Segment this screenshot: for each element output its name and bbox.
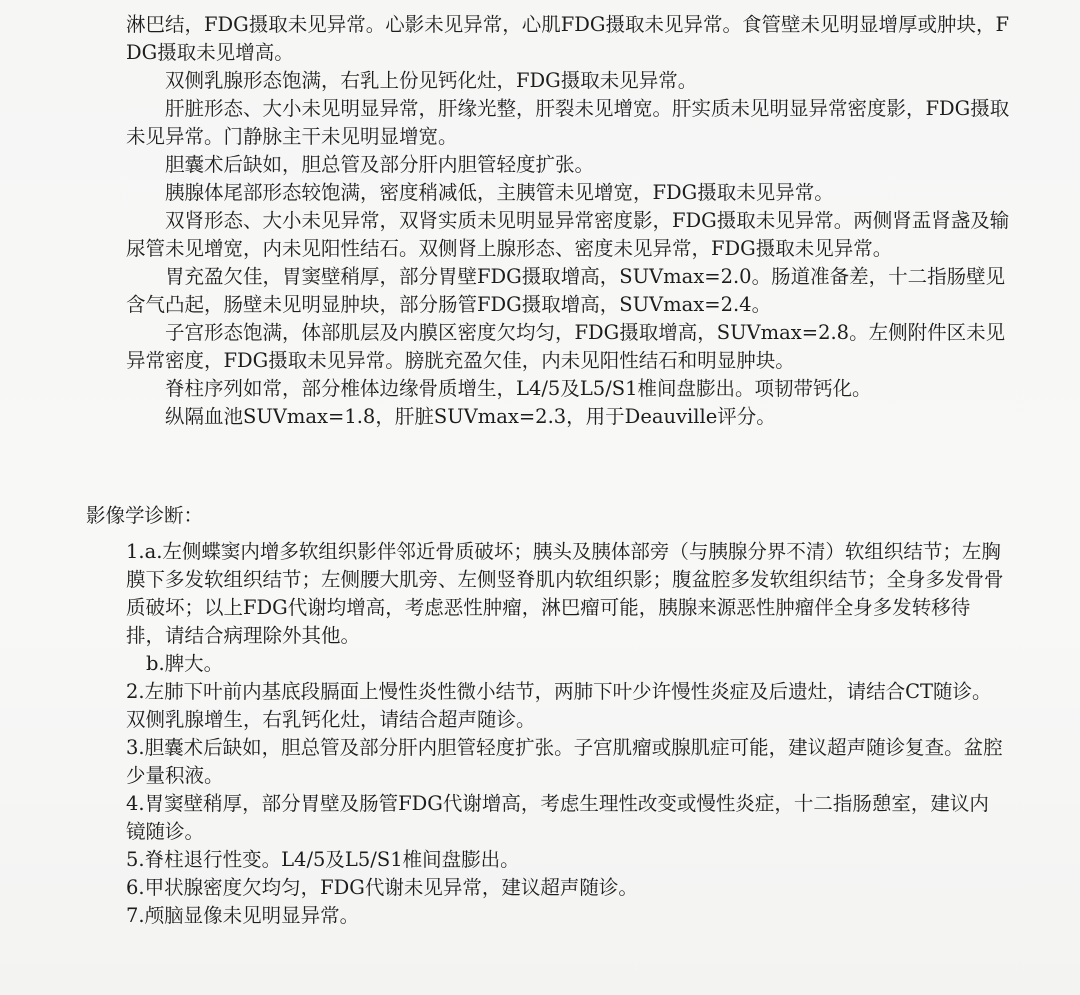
diagnosis-item: 2.左肺下叶前内基底段膈面上慢性炎性微小结节，两肺下叶少许慢性炎症及后遗灶，请结合CT随诊。双侧乳腺增生，右乳钙化灶，请结合超声随诊。	[126, 680, 992, 731]
findings-paragraph: 肝脏形态、大小未见明显异常，肝缘光整，肝裂未见增宽。肝实质未见明显异常密度影，FDG摄取未见异常。门静脉主干未见明显增宽。	[126, 97, 1010, 148]
diagnosis-item: 3.胆囊术后缺如，胆总管及部分肝内胆管轻度扩张。子宫肌瘤或腺肌症可能，建议超声随诊复查。盆腔少量积液。	[126, 736, 1003, 787]
findings-paragraph: 脊柱序列如常，部分椎体边缘骨质增生，L4/5及L5/S1椎间盘膨出。项韧带钙化。	[165, 377, 872, 400]
findings-paragraph: 胆囊术后缺如，胆总管及部分肝内胆管轻度扩张。	[165, 153, 595, 176]
diagnosis-section	[126, 538, 1006, 930]
findings-paragraph: 淋巴结，FDG摄取未见异常。心影未见异常，心肌FDG摄取未见异常。食管壁未见明显增厚或肿块，FDG摄取未见增高。	[126, 13, 1010, 64]
diagnosis-item: 6.甲状腺密度欠均匀，FDG代谢未见异常，建议超声随诊。	[126, 876, 638, 899]
diagnosis-item: 4.胃窦壁稍厚，部分胃壁及肠管FDG代谢增高，考虑生理性改变或慢性炎症，十二指肠憩室，建议内镜随诊。	[126, 792, 989, 843]
findings-paragraph: 纵隔血池SUVmax=1.8，肝脏SUVmax=2.3，用于Deauville评分。	[165, 405, 776, 428]
diagnosis-item: 5.脊柱退行性变。L4/5及L5/S1椎间盘膨出。	[126, 848, 520, 871]
findings-paragraph: 双肾形态、大小未见异常，双肾实质未见明显异常密度影，FDG摄取未见异常。两侧肾盂肾盏及输尿管未见增宽，内未见阳性结石。双侧肾上腺形态、密度未见异常，FDG摄取未见异常。	[126, 209, 1010, 260]
findings-paragraph: 胃充盈欠佳，胃窦壁稍厚，部分胃壁FDG摄取增高，SUVmax=2.0。肠道准备差，十二指肠壁见含气凸起，肠壁未见明显肿块，部分肠管FDG摄取增高，SUVmax=2.4。	[126, 265, 1006, 316]
diagnosis-item: b.脾大。	[146, 652, 224, 675]
diagnosis-heading: 影像学诊断：	[86, 504, 204, 527]
findings-paragraph: 双侧乳腺形态饱满，右乳上份见钙化灶，FDG摄取未见异常。	[165, 69, 698, 92]
diagnosis-item: 7.颅脑显像未见明显异常。	[126, 904, 360, 927]
diagnosis-item: 1.a.左侧蝶窦内增多软组织影伴邻近骨质破坏；胰头及胰体部旁（与胰腺分界不清）软组织结节；左胸膜下多发软组织结节；左侧腰大肌旁、左侧竖脊肌内软组织影；腹盆腔多发软组织结节；全身多发骨骨质破坏；以上FDG代谢均增高，考虑恶性肿瘤，淋巴瘤可能，胰腺来源恶性肿瘤伴全身多发转移待排，请结合病理除外其他。	[126, 540, 1004, 647]
findings-paragraph: 胰腺体尾部形态较饱满，密度稍减低，主胰管未见增宽，FDG摄取未见异常。	[165, 181, 834, 204]
findings-section	[126, 11, 1016, 431]
findings-paragraph: 子宫形态饱满，体部肌层及内膜区密度欠均匀，FDG摄取增高，SUVmax=2.8。左侧附件区未见异常密度，FDG摄取未见异常。膀胱充盈欠佳，内未见阳性结石和明显肿块。	[126, 321, 1006, 372]
